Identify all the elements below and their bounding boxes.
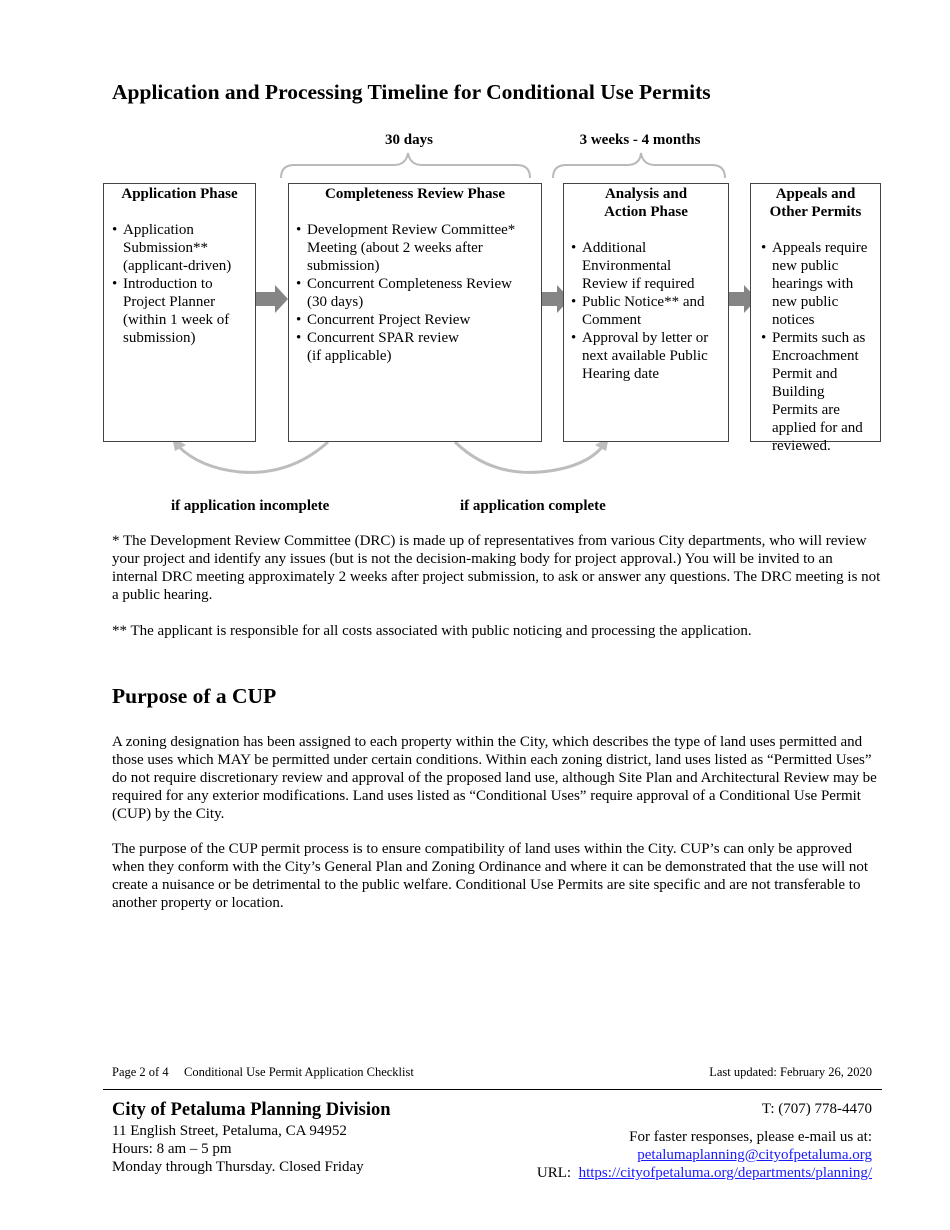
loop-label-incomplete: if application incomplete: [171, 498, 330, 514]
organization-name: City of Petaluma Planning Division: [112, 1100, 391, 1120]
url-line: [537, 1164, 872, 1182]
phase-bullet: • Public Notice** and Comment: [571, 293, 728, 329]
phase-box-completeness-review: [288, 183, 542, 442]
phase-bullet: • Application Submission** (applicant-driven): [112, 221, 255, 275]
phase-bullet: • Concurrent Project Review: [296, 311, 541, 329]
last-updated: Last updated: February 26, 2020: [709, 1065, 872, 1079]
page-heading: Application and Processing Timeline for Conditional Use Permits: [112, 80, 711, 104]
phase-bullet-list: [112, 221, 255, 347]
phase-bullet-list: [571, 239, 728, 383]
loop-label-complete: if application complete: [460, 498, 606, 514]
completeness-duration-brace: [281, 153, 530, 178]
url-label: URL:: [536, 1165, 572, 1181]
email-prompt: For faster responses, please e-mail us at:: [629, 1129, 872, 1145]
analysis-duration-brace: [553, 153, 725, 178]
email-link[interactable]: petalumaplanning@cityofpetaluma.org: [637, 1147, 872, 1163]
website-link[interactable]: https://cityofpetaluma.org/departments/planning/: [578, 1165, 872, 1181]
page-number: Page 2 of 4: [112, 1065, 169, 1079]
office-days: Monday through Thursday. Closed Friday: [112, 1159, 364, 1175]
footer-document-title: Conditional Use Permit Application Checklist: [184, 1065, 414, 1079]
section-title-purpose: Purpose of a CUP: [112, 684, 277, 708]
loop-arrow-complete: [455, 442, 603, 472]
phone-number: T: (707) 778-4470: [761, 1101, 872, 1117]
analysis-duration-label: 3 weeks - 4 months: [579, 132, 701, 148]
purpose-paragraph-2: The purpose of the CUP permit process is to ensure compatibility of land uses within the City. CUP’s can only be approved when they conform with the City’s General Plan and Zoning Ordinance and where it can be demonstrated that the use will not create a nuisance or be detrimental to the public welfare. Conditional Use Permits are site specific and are not transferable to another property or location.: [112, 841, 869, 911]
phase-box-analysis-action: [563, 183, 729, 442]
phase-bullet: • Introduction to Project Planner (within 1 week of submission): [112, 275, 255, 347]
completeness-duration-label: 30 days: [385, 132, 433, 148]
email-line: [637, 1146, 872, 1164]
street-address: 11 English Street, Petaluma, CA 94952: [112, 1123, 347, 1139]
phase-bullet: • Concurrent SPAR review (if applicable): [296, 329, 541, 365]
phase-bullet: • Appeals require new public hearings with new public notices: [761, 239, 880, 329]
loop-arrow-incomplete: [178, 442, 328, 472]
phase-title: Analysis and Action Phase: [604, 186, 688, 220]
phase-title: Completeness Review Phase: [325, 186, 505, 202]
phase-title: Appeals and Other Permits: [769, 186, 862, 220]
phase-box-application: [103, 183, 256, 442]
phase-bullet: • Additional Environmental Review if required: [571, 239, 728, 293]
footnote-costs: ** The applicant is responsible for all costs associated with public noticing and processing the application.: [112, 623, 752, 639]
phase-bullet-list: [761, 239, 880, 455]
purpose-paragraph-1: A zoning designation has been assigned to each property within the City, which describes the type of land uses permitted and those uses which MAY be permitted under certain conditions. Within each zoning district, land uses listed as “Permitted Uses” do not require discretionary review and approval of the proposed land use, although Site Plan and Architectural Review may be required for any exterior modifications. Land uses listed as “Conditional Uses” require approval of a Conditional Use Permit (CUP) by the City.: [112, 734, 877, 822]
phase-bullet: • Approval by letter or next available Public Hearing date: [571, 329, 728, 383]
phase-bullet: • Permits such as Encroachment Permit and Building Permits are applied for and reviewed.: [761, 329, 880, 455]
phase-title: Application Phase: [121, 186, 238, 202]
phase-box-appeals-other-permits: [750, 183, 881, 454]
footnote-drc: * The Development Review Committee (DRC) is made up of representatives from various City departments, who will review your project and identify any issues (but is not the decision-making body for project approval.) You will be invited to an internal DRC meeting approximately 2 weeks after project submission, to ask or answer any questions. The DRC meeting is not a public hearing.: [112, 533, 881, 603]
footer-divider: [103, 1089, 882, 1090]
phase-bullet-list: [296, 221, 541, 365]
arrow-application-to-completeness: [256, 285, 288, 313]
phase-bullet: • Development Review Committee* Meeting (about 2 weeks after submission): [296, 221, 541, 275]
office-hours: Hours: 8 am – 5 pm: [112, 1141, 232, 1157]
phase-bullet: • Concurrent Completeness Review (30 days): [296, 275, 541, 311]
